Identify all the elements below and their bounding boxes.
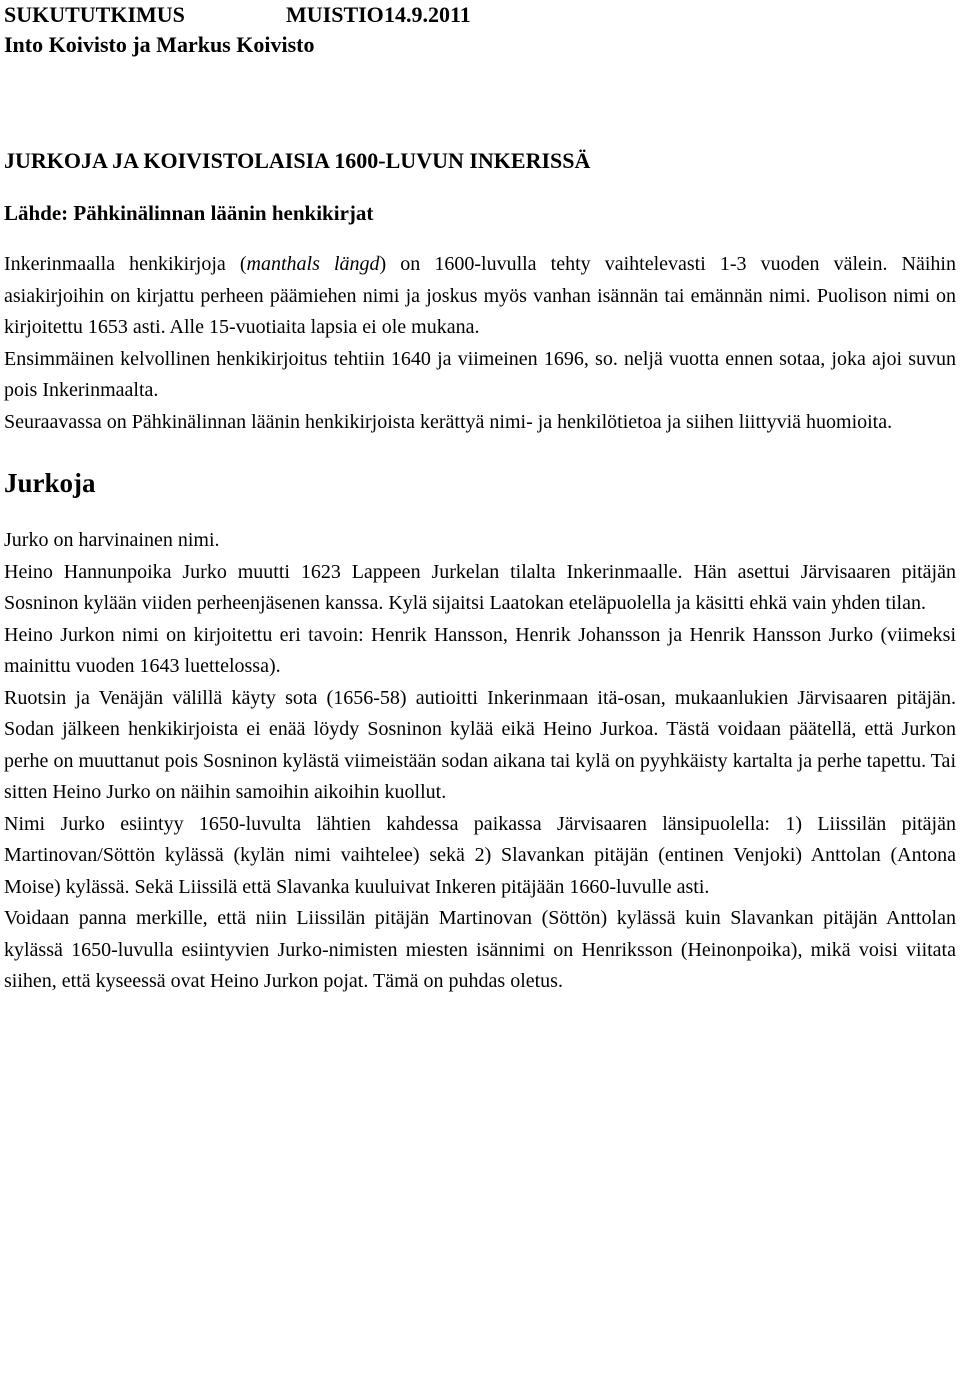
memo-document [4, 0, 956, 998]
section-paragraph: Heino Jurkon nimi on kirjoitettu eri tavoin: Henrik Hansson, Henrik Johansson ja Henrik Hansson Jurko (viimeksi mainittu vuoden 1643 luettelossa). [4, 623, 956, 677]
section-paragraph: Voidaan panna merkille, että niin Liissilän pitäjän Martinovan (Söttön) kylässä kuin Slavankan pitäjän Anttolan kylässä 1650-luvulla esiintyvien Jurko-nimisten miesten isännimi on Henriksson (Heinonpoika), mikä voisi viitata siihen, että kyseessä ovat Heino Jurkon pojat. Tämä on puhdas oletus. [4, 907, 956, 992]
header-label: SUKUTUTKIMUS [4, 2, 185, 27]
section-paragraph: Ruotsin ja Venäjän välillä käyty sota (1656-58) autioitti Inkerinmaan itä-osan, mukaanlukien Järvisaaren pitäjän. Sodan jälkeen henkikirjoista ei enää löydy Sosninon kylää eikä Heino Jurkoa. Tästä voidaan päätellä, että Jurkon perhe on muuttanut pois Sosninon kylästä viimeistään sodan aikana tai kylä on pyyhkäisty kartalta ja perhe tapettu. Tai sitten Heino Jurko on näihin samoihin aikoihin kuollut. [4, 686, 956, 803]
memo-header [4, 0, 956, 30]
section-title: Jurkoja [4, 468, 96, 498]
intro-p1-term: manthals längd [246, 253, 380, 275]
document-source: Lähde: Pähkinälinnan läänin henkikirjat [4, 201, 374, 225]
intro-paragraph-2: Ensimmäinen kelvollinen henkikirjoitus tehtiin 1640 ja viimeinen 1696, so. neljä vuotta ennen sotaa, joka ajoi suvun pois Inkerinmaalta. [4, 347, 956, 401]
header-doc-type: MUISTIO [286, 2, 384, 27]
section-paragraph: Heino Hannunpoika Jurko muutti 1623 Lappeen Jurkelan tilalta Inkerinmaalle. Hän asettui Järvisaaren pitäjän Sosninon kylään viiden perheenjäsenen kanssa. Kylä sijaitsi Laatokan eteläpuolella ja käsitti ehkä vain yhden tilan. [4, 560, 956, 614]
header-authors: Into Koivisto ja Markus Koivisto [4, 32, 315, 57]
intro-paragraph-1 [4, 249, 956, 344]
intro-p1-rest: ) on 1600-luvulla tehty vaihtelevasti 1-3 vuoden välein. Näihin asiakirjoihin on kirjattu perheen päämiehen nimi ja joskus myös vanhan isännän tai emännän nimi. Puolison nimi on kirjoitettu 1653 asti. Alle 15-vuotiaita lapsia ei ole mukana. [4, 253, 956, 338]
intro-paragraph-3: Seuraavassa on Pähkinälinnan läänin henkikirjoista kerättyä nimi- ja henkilötietoa ja siihen liittyviä huomioita. [4, 410, 893, 433]
document-title: JURKOJA JA KOIVISTOLAISIA 1600-LUVUN INKERISSÄ [4, 148, 591, 173]
header-date: 14.9.2011 [384, 2, 471, 27]
section-paragraph: Jurko on harvinainen nimi. [4, 529, 220, 551]
section-paragraph: Nimi Jurko esiintyy 1650-luvulta lähtien kahdessa paikassa Järvisaaren länsipuolella: 1) Liissilän pitäjän Martinovan/Söttön kylässä (kylän nimi vaihtelee) sekä 2) Slavankan pitäjän (entinen Venjoki) Anttolan (Antona Moise) kylässä. Sekä Liissilä että Slavanka kuuluivat Inkeren pitäjään 1660-luvulle asti. [4, 812, 956, 898]
intro-p1-start: Inkerinmaalla henkikirjoja ( [4, 253, 247, 275]
